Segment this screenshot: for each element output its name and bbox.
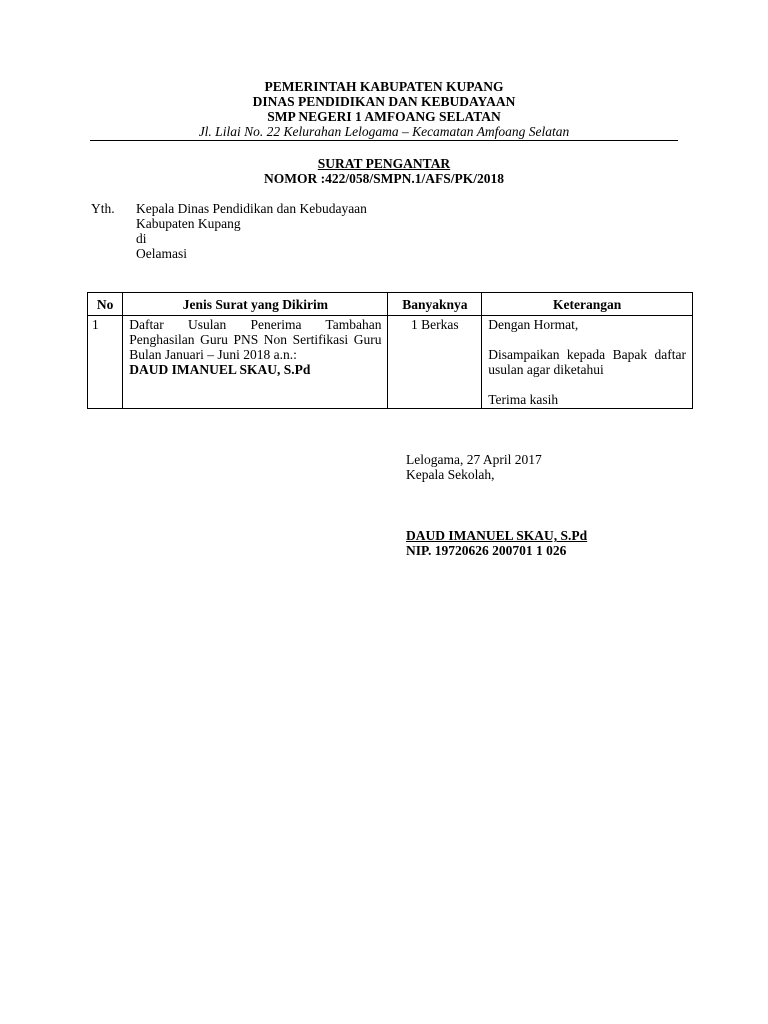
letterhead-government: PEMERINTAH KABUPATEN KUPANG [264,79,504,94]
table-header-row [88,293,693,316]
cell-no: 1 [88,316,123,409]
document-list-table [87,292,693,409]
signature-nip: NIP. 19720626 200701 1 026 [406,543,567,558]
signature-position: Kepala Sekolah, [406,467,495,482]
column-header-no: No [88,293,123,316]
column-header-jenis: Jenis Surat yang Dikirim [123,293,388,316]
cell-jenis [123,316,388,409]
addressee-salutation: Yth. [91,201,115,216]
addressee-line: di [136,231,147,246]
addressee-line: Kepala Dinas Pendidikan dan Kebudayaan [136,201,367,216]
cell-jenis-text: Daftar Usulan Penerima Tambahan Penghasilan Guru PNS Non Sertifikasi Guru Bulan Januari – Juni 2018 a.n.: [129,317,382,362]
letterhead-department: DINAS PENDIDIKAN DAN KEBUDAYAAN [252,94,516,109]
column-header-banyaknya: Banyaknya [388,293,482,316]
column-header-keterangan: Keterangan [482,293,693,316]
cell-banyaknya: 1 Berkas [388,316,482,409]
table-row [88,316,693,409]
letter-title-block [90,156,678,186]
letter-number: NOMOR :422/058/SMPN.1/AFS/PK/2018 [264,171,504,186]
cell-keterangan [482,316,693,409]
cell-jenis-name: DAUD IMANUEL SKAU, S.Pd [129,362,311,377]
signature-place-date: Lelogama, 27 April 2017 [406,452,542,467]
letter-title: SURAT PENGANTAR [317,156,451,171]
letterhead-divider [90,140,678,141]
letterhead-school: SMP NEGERI 1 AMFOANG SELATAN [267,109,501,124]
cell-keterangan-closing: Terima kasih [488,392,559,407]
letterhead-address: Jl. Lilai No. 22 Kelurahan Lelogama – Kecamatan Amfoang Selatan [198,124,570,139]
cell-keterangan-greeting: Dengan Hormat, [488,317,579,332]
letterhead [90,79,678,139]
cell-keterangan-body: Disampaikan kepada Bapak daftar usulan agar diketahui [488,347,686,377]
addressee-line: Oelamasi [136,246,187,261]
signature-name: DAUD IMANUEL SKAU, S.Pd [406,528,588,543]
addressee-line: Kabupaten Kupang [136,216,241,231]
signature-block [406,452,587,558]
